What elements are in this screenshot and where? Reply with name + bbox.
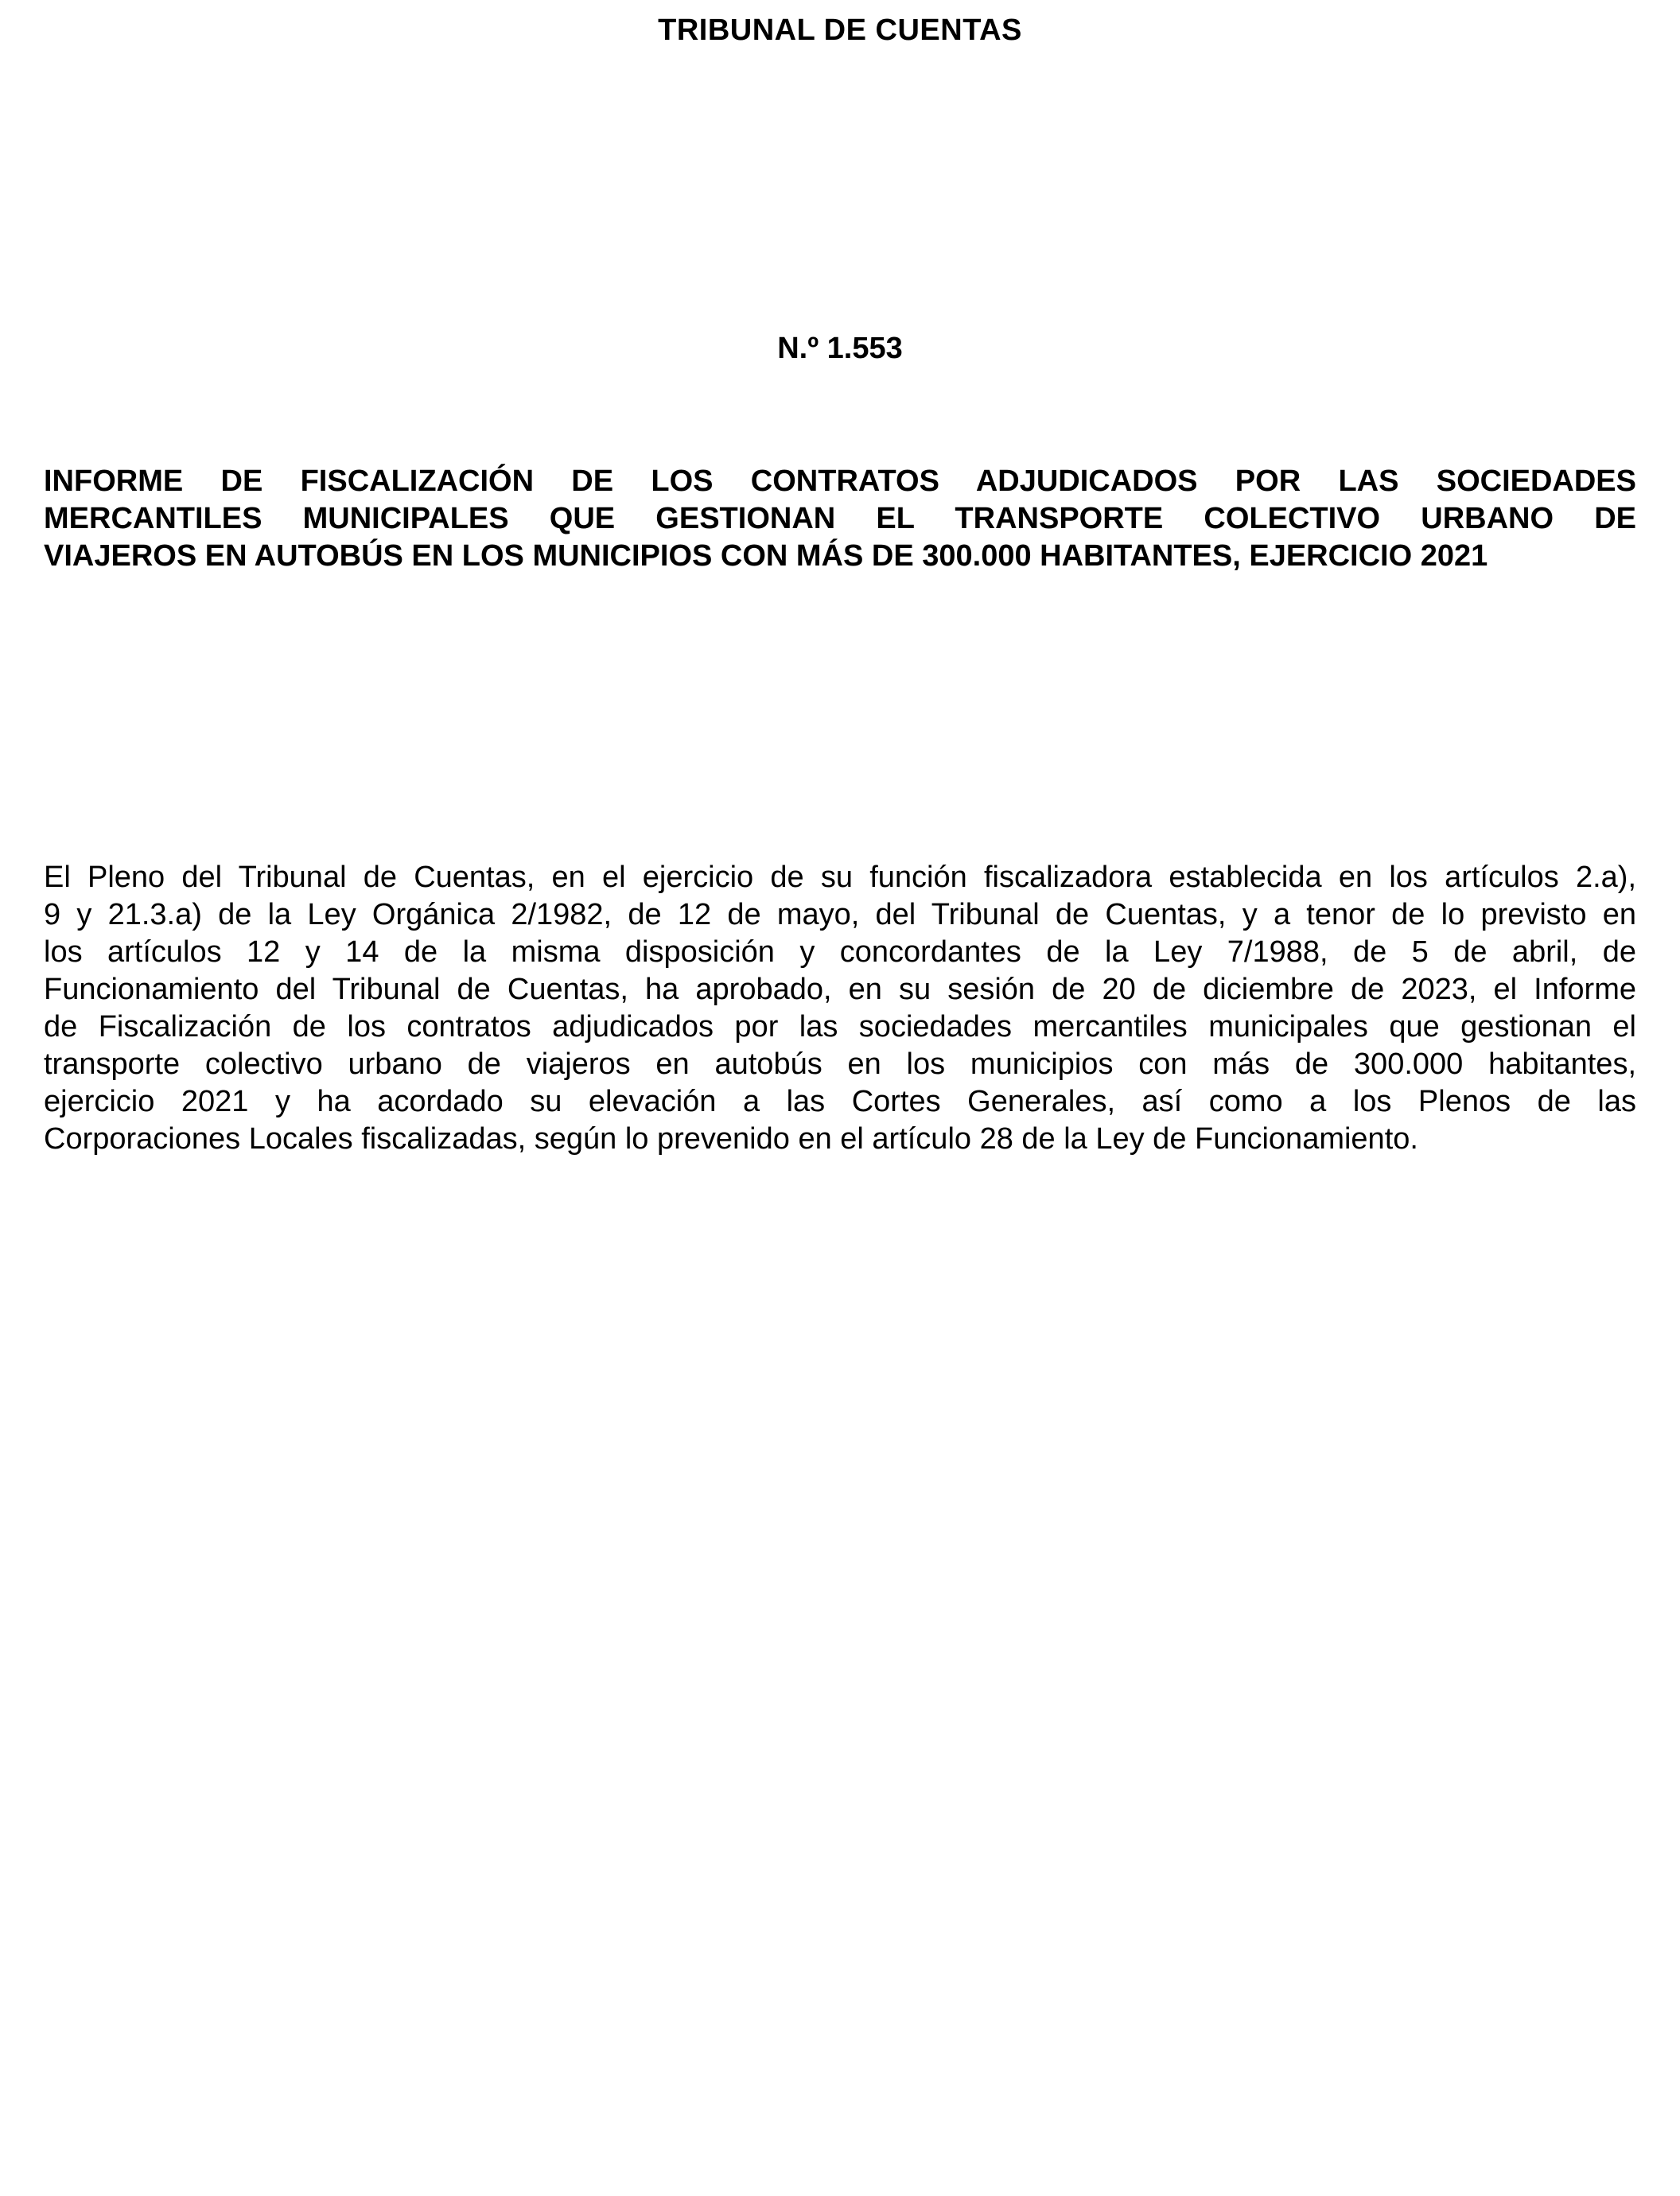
report-title [44, 463, 1636, 575]
title-line-2: MERCANTILES MUNICIPALES QUE GESTIONAN EL TRANSPORTE COLECTIVO URBANO DE [44, 502, 1636, 535]
report-number: N.º 1.553 [777, 332, 903, 365]
title-line-1: INFORME DE FISCALIZACIÓN DE LOS CONTRATOS ADJUDICADOS POR LAS SOCIEDADES [44, 464, 1636, 498]
title-line-3: VIAJEROS EN AUTOBÚS EN LOS MUNICIPIOS CON MÁS DE 300.000 HABITANTES, EJERCICIO 2021 [44, 539, 1488, 573]
body-line-6: transporte colectivo urbano de viajeros en autobús en los municipios con más de 300.000 habitantes, [44, 1047, 1636, 1081]
body-line-2: 9 y 21.3.a) de la Ley Orgánica 2/1982, de 12 de mayo, del Tribunal de Cuentas, y a tenor de lo previsto en [44, 898, 1636, 931]
body-line-5: de Fiscalización de los contratos adjudicados por las sociedades mercantiles municipales que gestionan el [44, 1010, 1636, 1044]
document-header: TRIBUNAL DE CUENTAS [658, 14, 1022, 47]
body-line-3: los artículos 12 y 14 de la misma disposición y concordantes de la Ley 7/1988, de 5 de abril, de [44, 935, 1636, 969]
body-line-1: El Pleno del Tribunal de Cuentas, en el ejercicio de su función fiscalizadora establecida en los artículos 2.a), [44, 861, 1636, 894]
body-line-4: Funcionamiento del Tribunal de Cuentas, ha aprobado, en su sesión de 20 de diciembre de 2023, el Informe [44, 973, 1636, 1006]
body-line-8: Corporaciones Locales fiscalizadas, según lo prevenido en el artículo 28 de la Ley de Funcionamiento. [44, 1122, 1418, 1156]
body-line-7: ejercicio 2021 y ha acordado su elevación a las Cortes Generales, así como a los Plenos de las [44, 1085, 1636, 1118]
report-body-paragraph [44, 859, 1636, 1158]
